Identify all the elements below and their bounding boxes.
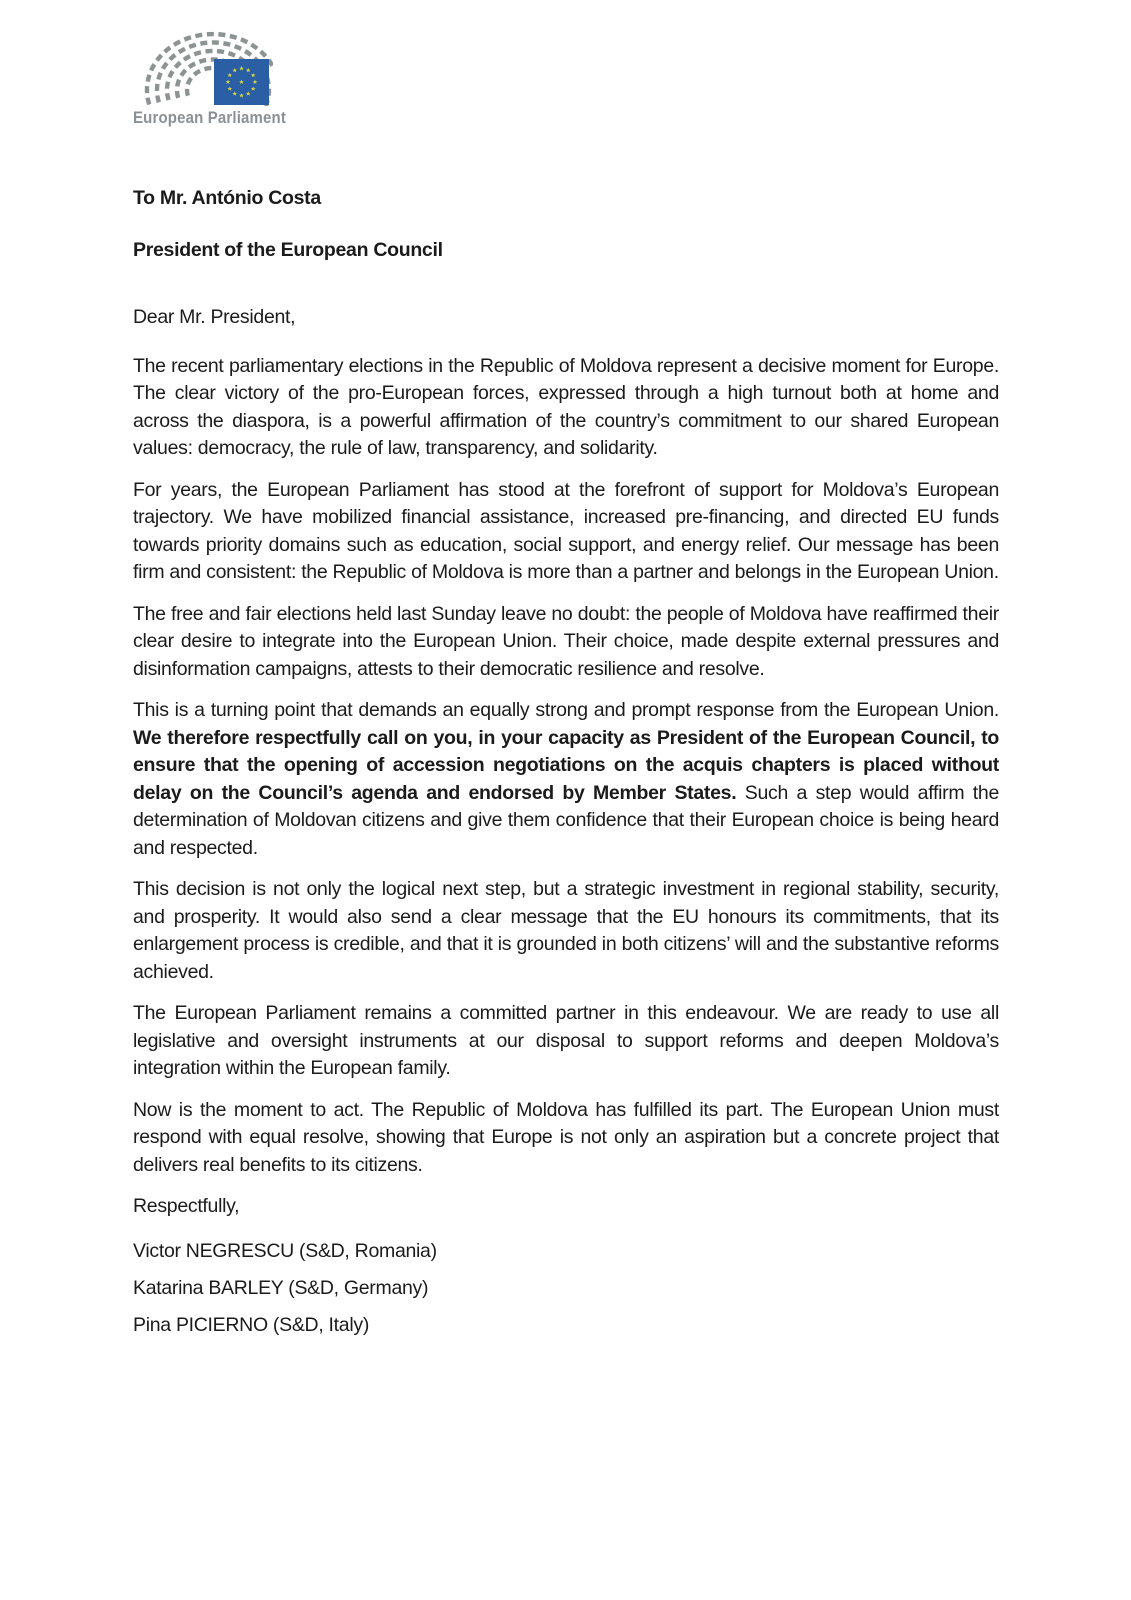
eu-flag-icon [214,59,269,105]
recipient-title: President of the European Council [133,238,443,261]
recipient-block [133,185,999,264]
closing: Respectfully, [133,1195,240,1217]
signature-block [133,1238,999,1340]
letter-body [133,353,999,1180]
signatory: Victor NEGRESCU (S&D, Romania) [133,1239,437,1262]
letter-paragraph: Now is the moment to act. The Republic of Moldova has fulfilled its part. The European Union must respond with equal resolve, showing that Europe is not only an aspiration but a concrete project that delivers real benefits to its citizens. [133,1098,999,1176]
letter-paragraph: The recent parliamentary elections in the Republic of Moldova represent a decisive moment for Europe. The clear victory of the pro-European forces, expressed through a high turnout both at home and across the diaspora, is a powerful affirmation of the country’s commitment to our shared European values: democracy, the rule of law, transparency, and solidarity. [133,354,999,459]
letter-paragraph: The European Parliament remains a committed partner in this endeavour. We are ready to use all legislative and oversight instruments at our disposal to support reforms and deepen Moldova’s integration within the European family. [133,1002,999,1079]
signatory: Pina PICIERNO (S&D, Italy) [133,1313,370,1336]
letter-paragraph: For years, the European Parliament has stood at the forefront of support for Moldova’s European trajectory. We have mobilized financial assistance, increased pre-financing, and directed EU funds towards priority domains such as education, social support, and energy relief. Our message has been firm and consistent: the Republic of Moldova is more than a partner and belongs in the European Union. [133,478,999,583]
salutation: Dear Mr. President, [133,306,296,328]
logo-caption: European Parliament [133,108,286,127]
recipient-name: To Mr. António Costa [133,187,321,209]
letter-paragraph: This decision is not only the logical next step, but a strategic investment in regional stability, security, and prosperity. It would also send a clear message that the EU honours its commitments, that its enlargement process is credible, and that it is grounded in both citizens’ will and the substantive reforms achieved. [133,878,999,983]
european-parliament-logo [133,28,286,128]
signatory: Katarina BARLEY (S&D, Germany) [133,1276,429,1299]
letter-paragraph: The free and fair elections held last Sunday leave no doubt: the people of Moldova have reaffirmed their clear desire to integrate into the European Union. Their choice, made despite external pressures and disinformation campaigns, attests to their democratic resilience and resolve. [133,602,999,680]
letter-content [133,185,999,1349]
parliament-hemicycle-icon [133,28,273,106]
letter-paragraph: This is a turning point that demands an equally strong and prompt response from the European Union. We therefore respectfully call on you, in your capacity as President of the European Council, to ensure that the opening of accession negotiations on the acquis chapters is placed without delay on the Council’s agenda and endorsed by Member States. Such a step would affirm the determination of Moldovan citizens and give them confidence that their European choice is being heard and respected. [133,699,999,859]
